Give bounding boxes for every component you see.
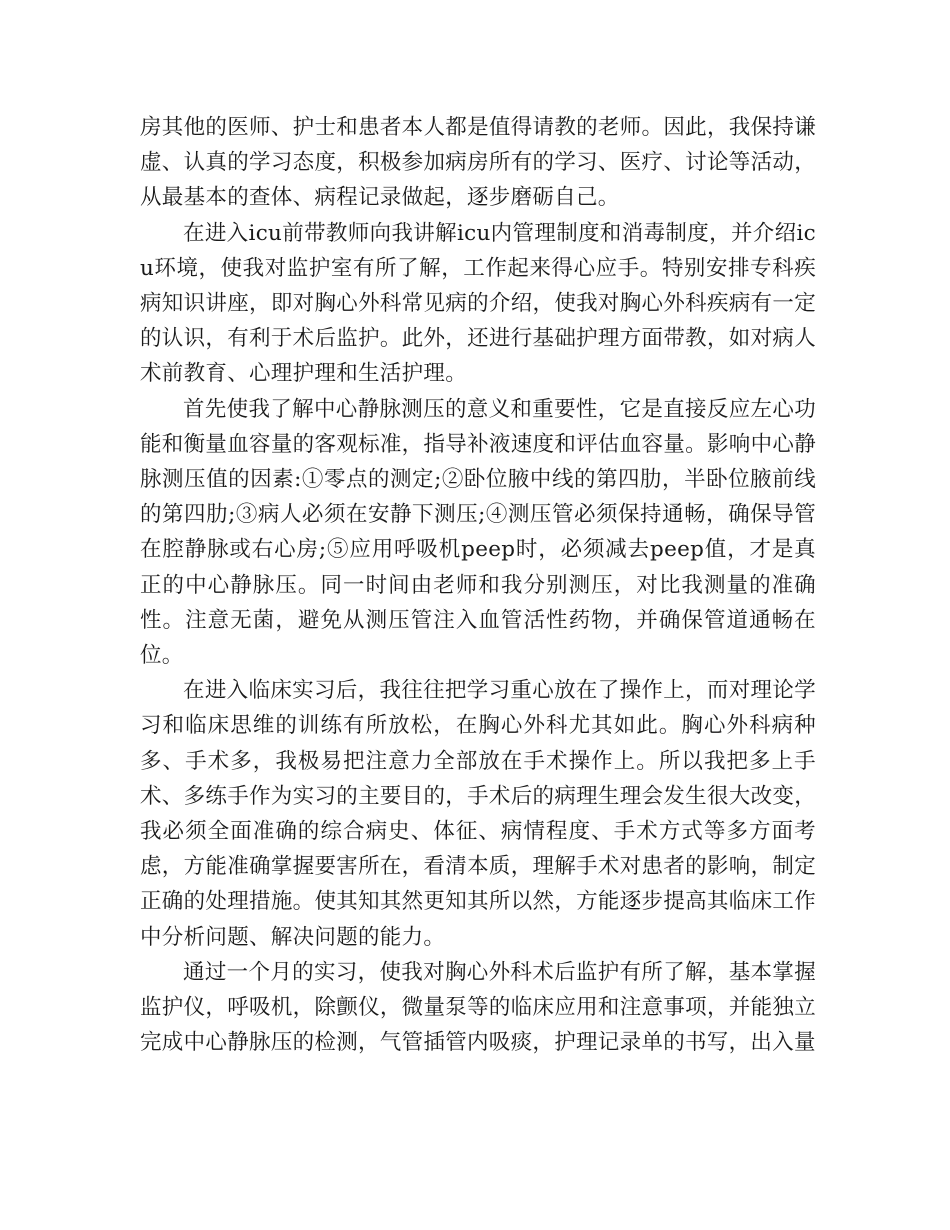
- paragraph-clinical-practice: 在进入临床实习后，我往往把学习重心放在了操作上，而对理论学习和临床思维的训练有所放松，在胸心外科尤其如此。胸心外科病种多、手术多，我极易把注意力全部放在手术操作上。所以我把多上手术、多练手作为实习的主要目的，手术后的病理生理会发生很大改变，我必须全面准确的综合病史、体征、病情程度、手术方式等多方面考虑，方能准确掌握要害所在，看清本质，理解手术对患者的影响，制定正确的处理措施。使其知其然更知其所以然，方能逐步提高其临床工作中分析问题、解决问题的能力。: [140, 678, 816, 950]
- paragraph-icu-introduction: 在进入icu前带教师向我讲解icu内管理制度和消毒制度，并介绍icu环境，使我对监护室有所了解，工作起来得心应手。特别安排专科疾病知识讲座，即对胸心外科常见病的介绍，使我对胸心外科疾病有一定的认识，有利于术后监护。此外，还进行基础护理方面带教，如对病人术前教育、心理护理和生活护理。: [140, 220, 816, 387]
- paragraph-internship-summary: 通过一个月的实习，使我对胸心外科术后监护有所了解，基本掌握监护仪，呼吸机，除颤仪，微量泵等的临床应用和注意事项，并能独立完成中心静脉压的检测，气管插管内吸痰，护理记录单的书写，出入量: [140, 959, 816, 1056]
- document-body: [140, 110, 816, 1060]
- paragraph-continued: 房其他的医师、护士和患者本人都是值得请教的老师。因此，我保持谦虚、认真的学习态度，积极参加病房所有的学习、医疗、讨论等活动，从最基本的查体、病程记录做起，逐步磨砺自己。: [140, 115, 816, 211]
- paragraph-central-venous-pressure: 首先使我了解中心静脉测压的意义和重要性，它是直接反应左心功能和衡量血容量的客观标准，指导补液速度和评估血容量。影响中心静脉测压值的因素:①零点的测定;②卧位腋中线的第四肋，半卧位腋前线的第四肋;③病人必须在安静下测压;④测压管必须保持通畅，确保导管在腔静脉或右心房;⑤应用呼吸机peep时，必须减去peep值，才是真正的中心静脉压。同一时间由老师和我分别测压，对比我测量的准确性。注意无菌，避免从测压管注入血管活性药物，并确保管道通畅在位。: [140, 396, 816, 669]
